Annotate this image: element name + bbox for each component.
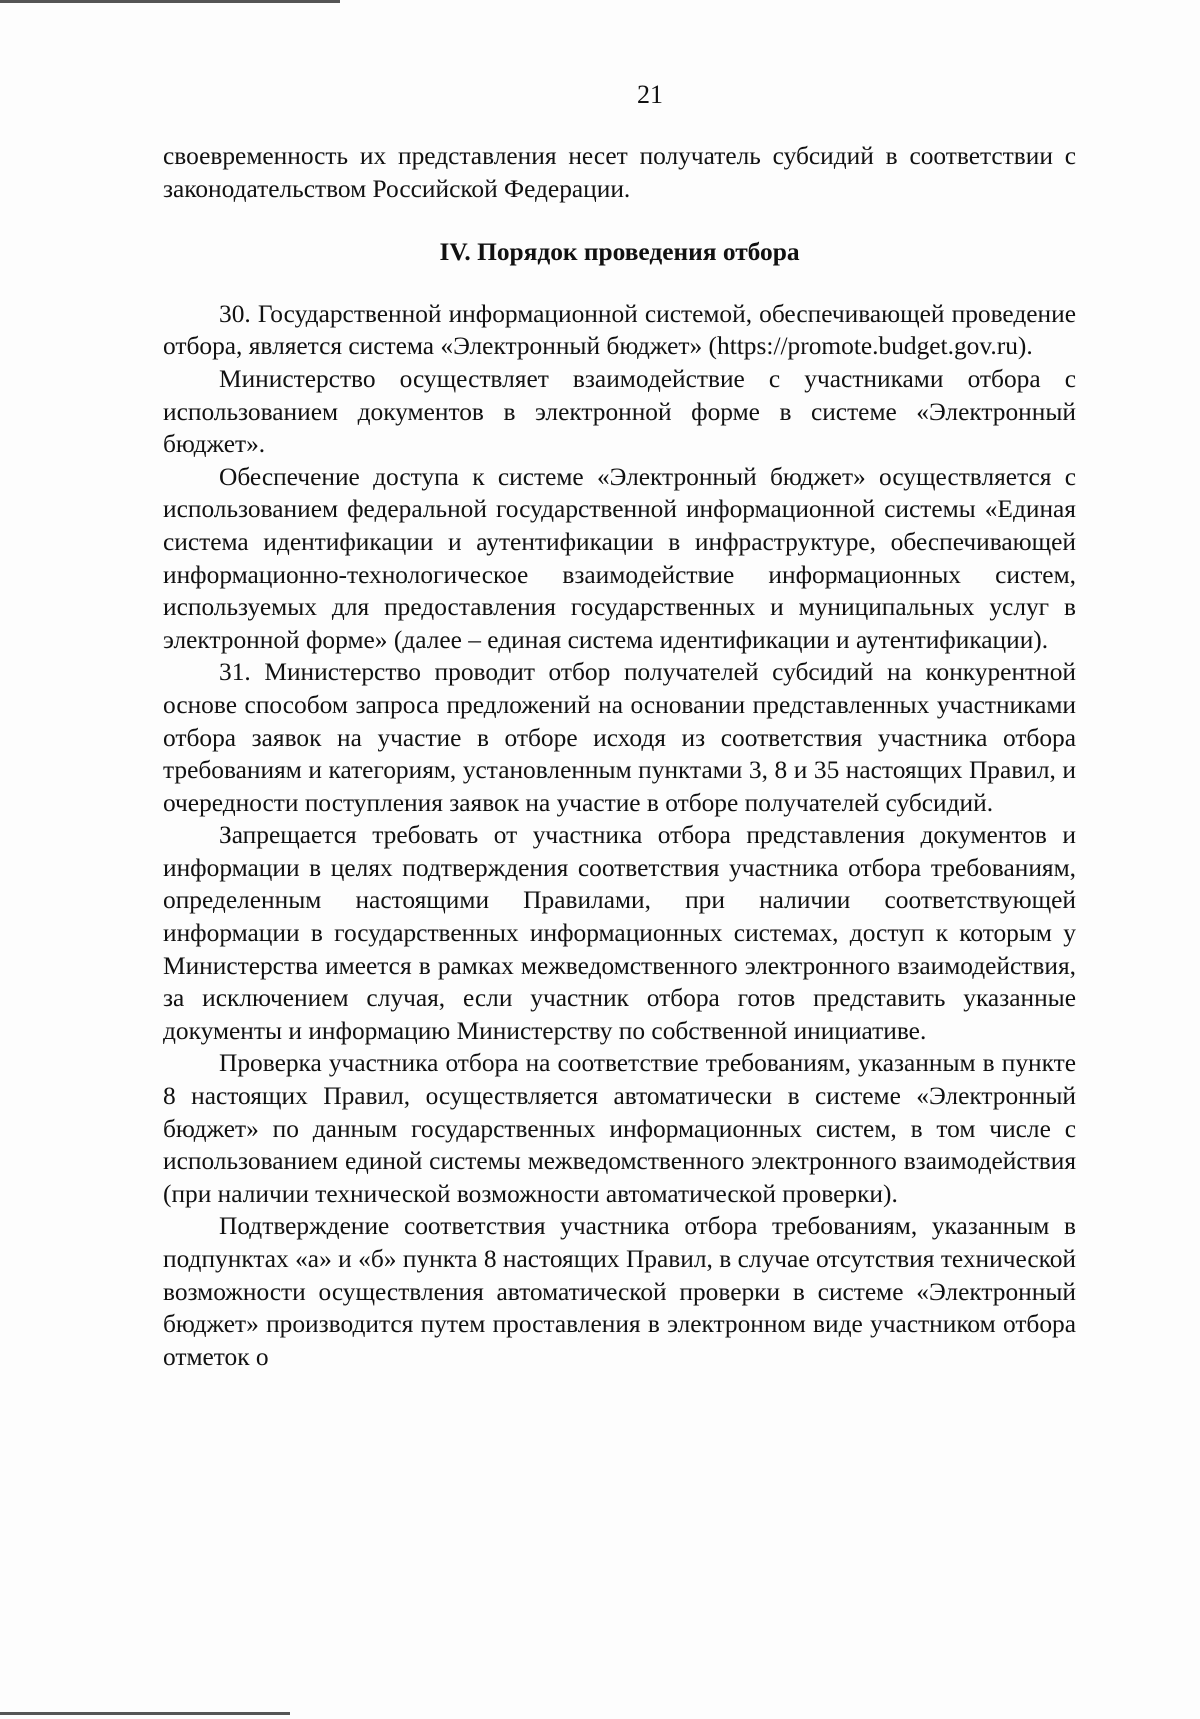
- paragraph-verification: Проверка участника отбора на соответствие требованиям, указанным в пункте 8 настоящих Правил, осуществляется автоматически в системе «Электронный бюджет» по данным государственных информационных систем, в том числе с использованием единой системы межведомственного электронного взаимодействия (при наличии технической возможности автоматической проверки).: [163, 1049, 1076, 1208]
- scan-edge-bottom: [0, 1712, 290, 1715]
- paragraph-prohibition: Запрещается требовать от участника отбора представления документов и информации в целях подтверждения соответствия участника отбора требованиям, определенным настоящими Правилами, при наличии соответствующей информации в государственных информационных системах, доступ к которым у Министерства имеется в рамках межведомственного электронного взаимодействия, за исключением случая, если участник отбора готов представить указанные документы и информацию Министерству по собственной инициативе.: [163, 821, 1076, 1045]
- document-body: [163, 140, 1076, 1373]
- paragraph-ministry-interaction: Министерство осуществляет взаимодействие с участниками отбора с использованием документов в электронной форме в системе «Электронный бюджет».: [163, 364, 1076, 459]
- paragraph-31: 31. Министерство проводит отбор получателей субсидий на конкурентной основе способом запроса предложений на основании представленных участниками отбора заявок на участие в отборе исходя из соответствия участника отбора требованиям и категориям, установленным пунктами 3, 8 и 35 настоящих Правил, и очередности поступления заявок на участие в отборе получателей субсидий.: [163, 658, 1076, 817]
- section-heading: IV. Порядок проведения отбора: [439, 238, 800, 267]
- paragraph-30: 30. Государственной информационной системой, обеспечивающей проведение отбора, является система «Электронный бюджет» (https://promote.budget.gov.ru).: [163, 299, 1076, 361]
- paragraph-continuation: своевременность их представления несет получатель субсидий в соответствии с законодательством Российской Федерации.: [163, 142, 1076, 203]
- page-number: 21: [637, 80, 663, 109]
- paragraph-access-provision: Обеспечение доступа к системе «Электронный бюджет» осуществляется с использованием федеральной государственной информационной системы «Единая система идентификации и аутентификации в инфраструктуре, обеспечивающей информационно-технологическое взаимодействие информационных систем, используемых для предоставления государственных и муниципальных услуг в электронной форме» (далее – единая система идентификации и аутентификации).: [163, 462, 1076, 654]
- scan-edge-top: [0, 0, 340, 3]
- paragraph-confirmation: Подтверждение соответствия участника отбора требованиям, указанным в подпунктах «а» и «б» пункта 8 настоящих Правил, в случае отсутствия технической возможности осуществления автоматической проверки в системе «Электронный бюджет» производится путем проставления в электронном виде участником отбора отметок о: [163, 1212, 1076, 1371]
